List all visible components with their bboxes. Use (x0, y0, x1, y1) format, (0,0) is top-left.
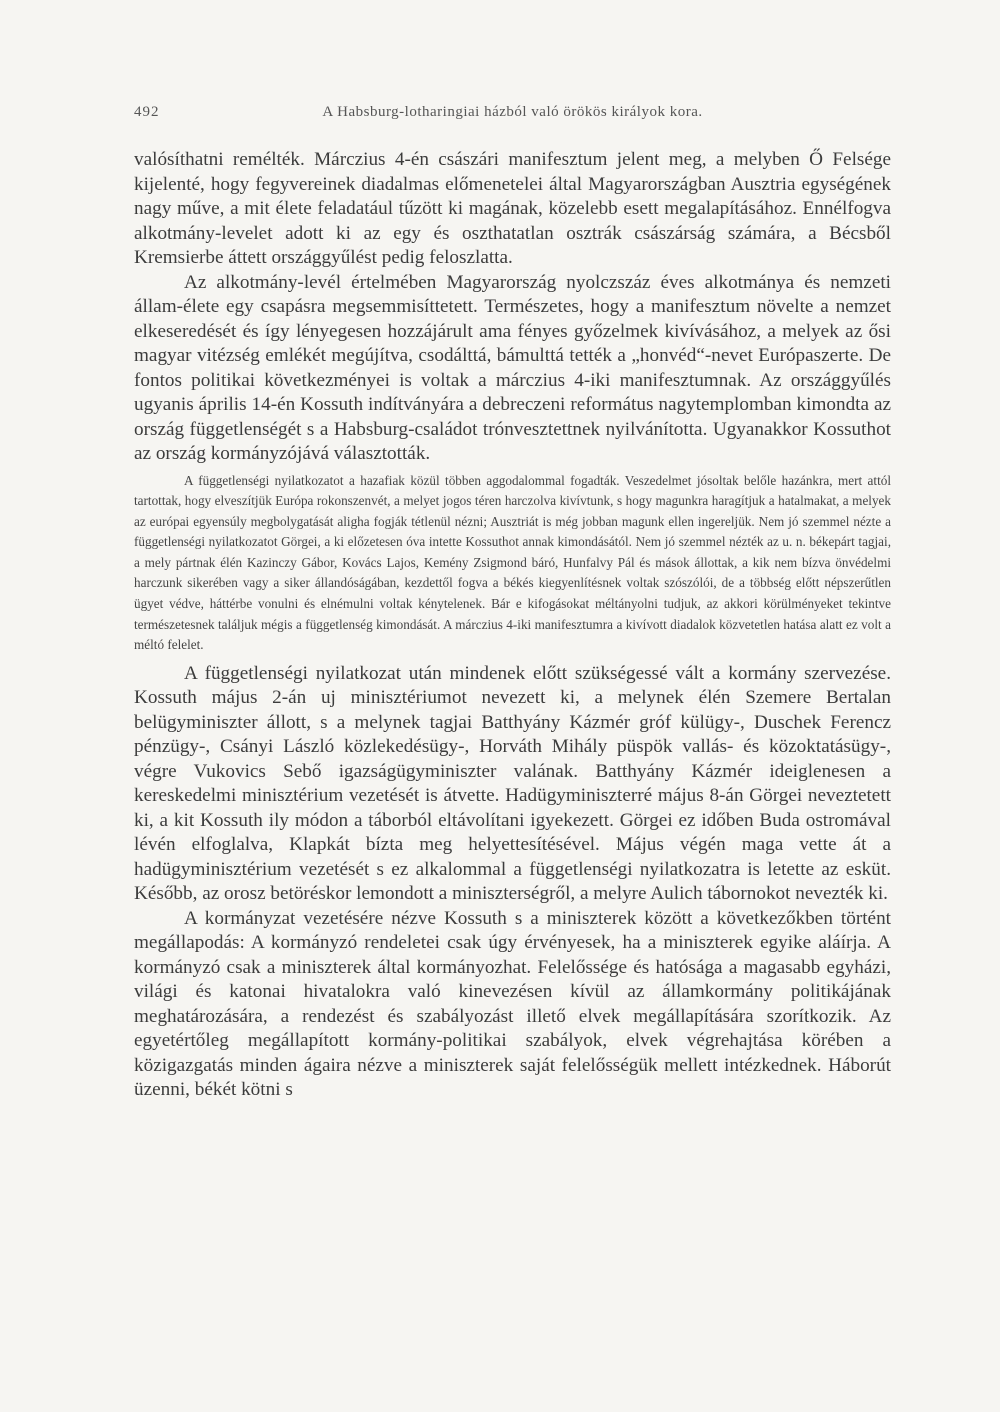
page-number: 492 (134, 104, 160, 120)
page-body (134, 148, 891, 1103)
paragraph-alkotmany-level: Az alkotmány-levél értelmében Magyarország nyolczszáz éves alkotmánya és nemzeti állam-élete egy csapásra megsemmisíttetett. Természetes, hogy a manifesztum növelte a nemzet elkeseredését és így lényegesen hozzájárult ama fényes győzelmek kivívásához, a melyek az ősi magyar vitézség emlékét megújítva, csodálttá, bámulttá tették a „honvéd“-nevet Európaszerte. De fontos politikai következményei is voltak a márczius 4-iki manifesztumnak. Az országgyűlés ugyanis április 14-én Kossuth indítványára a debreczeni református nagytemplomban kimondta az ország függetlenségét s a Habsburg-családot trónvesztettnek nyilvánította. Ugyanakkor Kossuthot az ország kormányzójává választották. (134, 271, 891, 464)
running-title: A Habsburg-lotharingiai házból való örökös királyok kora. (322, 104, 703, 120)
paragraph-continuation: valósíthatni remélték. Márczius 4-én császári manifesztum jelent meg, a melyben Ő Felsége kijelenté, hogy fegyvereinek diadalmas előmenetelei által Magyarországban Ausztria egységének nagy műve, a mit élete feladatául tűzött ki magának, közelebb esett megalapításához. Ennélfogva alkotmány-levelet adott ki az egy és oszthatatlan osztrák császárság számára, a Bécsből Kremsierbe áttett országgyűlést pedig feloszlatta. (134, 149, 891, 268)
paragraph-kormany-szervezese: A függetlenségi nyilatkozat után mindenek előtt szükségessé vált a kormány szervezése. Kossuth május 2-án uj minisztériumot nevezett ki, a melynek élén Szemere Bertalan belügyminiszter állott, s a melynek tagjai Batthyány Kázmér gróf külügy-, Duschek Ferencz pénzügy-, Csányi László közlekedésügy-, Horváth Mihály püspök vallás- és közoktatásügy-, végre Vukovics Sebő igazságügyminiszter valának. Batthyány Kázmér ideiglenesen a kereskedelmi minisztérium vezetését is átvette. Hadügyminiszterré május 8-án Görgei neveztetett ki, a kit Kossuth ily módon a táborból eltávolítani igyekezett. Görgei ez időben Buda ostromával lévén elfoglalva, Klapkát bízta meg helyettesítésével. Május végén maga vette át a hadügyminisztérium vezetését s ez alkalommal a függetlenségi nyilatkozatra is letette az esküt. Később, az orosz betöréskor lemondott a miniszterségről, a melyre Aulich tábornokot nevezték ki. (134, 662, 891, 905)
paragraph-kormanyzat-vezetese: A kormányzat vezetésére nézve Kossuth s a miniszterek között a következőkben történt megállapodás: A kormányzó rendeletei csak úgy érvényesek, ha a miniszterek egyike aláírja. A kormányzó csak a miniszterek által kormányozhat. Felelőssége és hatósága a magasabb egyházi, világi és katonai hivatalokra való kinevezésen kívül az államkormány politikájának meghatározására, a rendezést és szabályozást illető elvek megállapítására szorítkozik. Az egyetértőleg megállapított kormány-politikai szabályok, elvek végrehajtása körében a közigazgatás minden ágaira nézve a miniszterek saját felelősségük mellett intézkednek. Háborút üzenni, békét kötni s (134, 907, 891, 1101)
footnote-small-print: A függetlenségi nyilatkozatot a hazafiak közül többen aggodalommal fogadták. Veszedelmet jósoltak belőle hazánkra, mert attól tartottak, hogy elveszítjük Európa rokonszenvét, a melyet jogos téren harczolva kivívtunk, s hogy magunkra haragítjuk a hatalmakat, a melyek az európai egyensúly megbolygatását aligha fogják tétlenül nézni; Ausztriát is még jobban magunk ellen ingereljük. Nem jó szemmel nézte a függetlenségi nyilatkozatot Görgei, a ki előzetesen óva intette Kossuthot annak kimondásától. Nem jó szemmel nézték az u. n. békepárt tagjai, a mely pártnak élén Kazinczy Gábor, Kovács Lajos, Kemény Zsigmond báró, Hunfalvy Pál és mások állottak, a kik nem bízva önvédelmi harczunk sikerében vagy a siker állandóságában, kezdettől fogva a békés kiegyenlítésnek voltak szószólói, de a többség előtt népszerűtlen ügyet védve, háttérbe vonulni és elnémulni voltak kénytelenek. Bár e kifogásokat méltányolni tudjuk, az akkori körülményeket tekintve természetesnek találjuk mégis a függetlenség kimondását. A márczius 4-iki manifesztumra a kivívott diadalok közvetetlen hatása alatt ez volt a méltó felelet. (134, 472, 891, 653)
